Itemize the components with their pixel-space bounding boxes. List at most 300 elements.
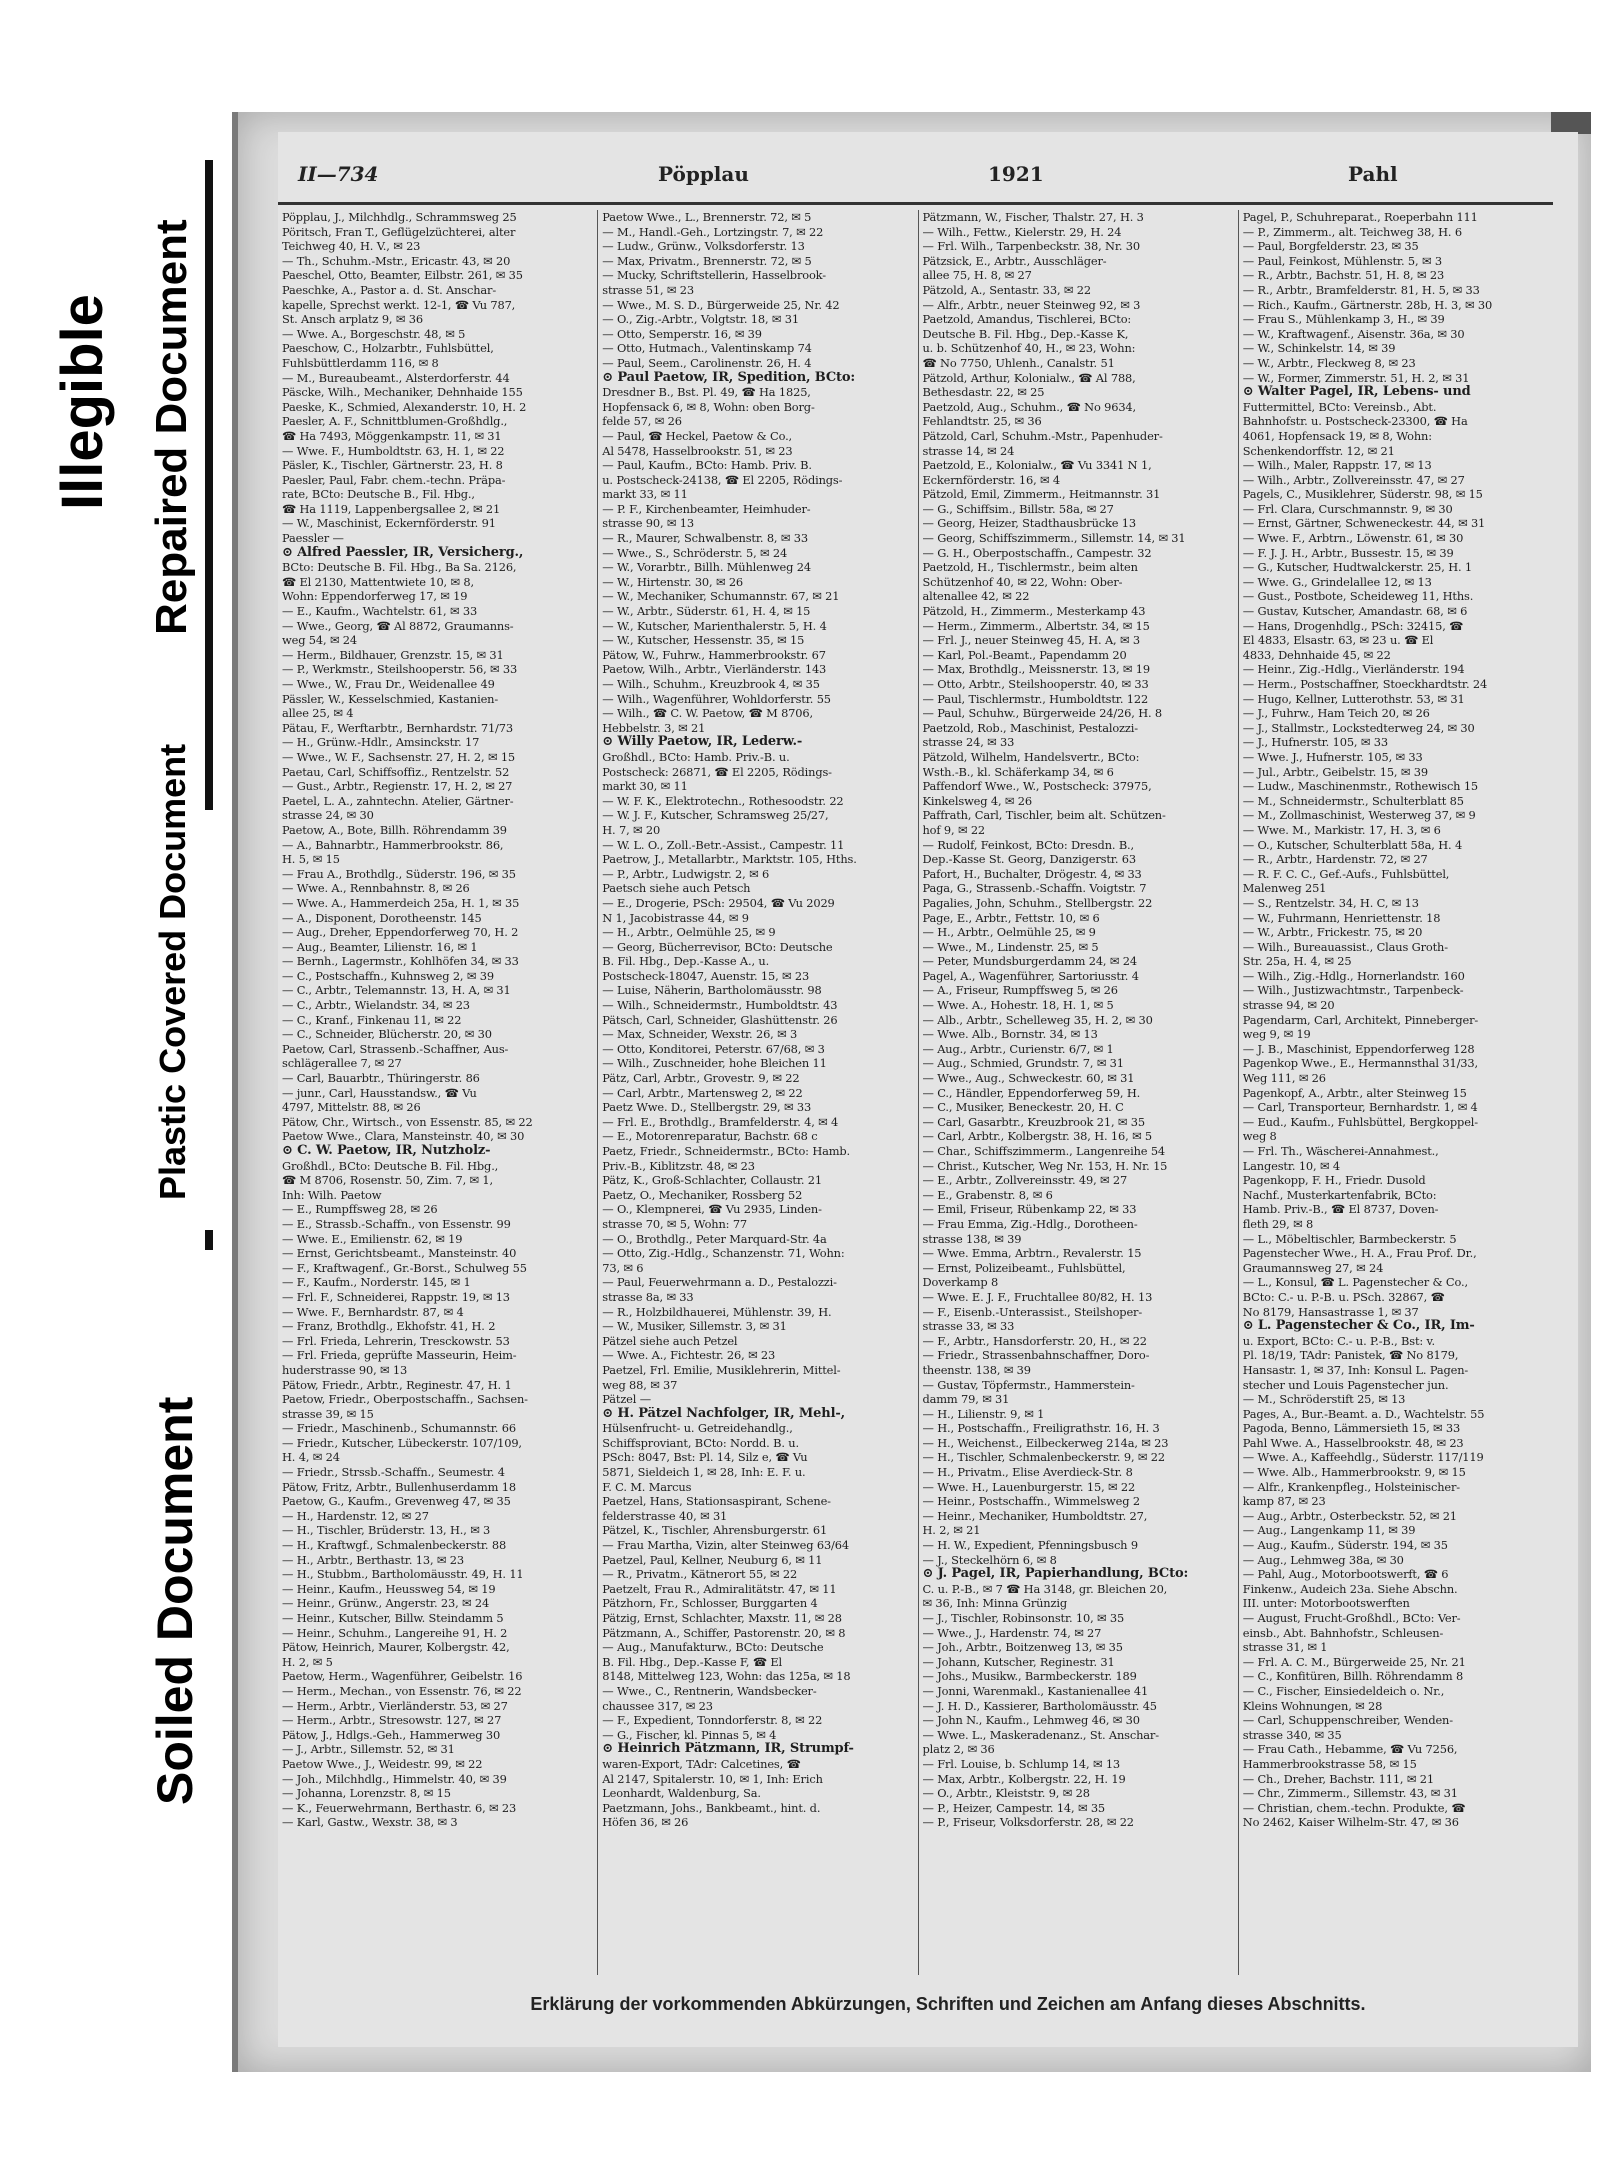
directory-entry-line: — F., Eisenb.-Unterassist., Steilshoper- [922, 1304, 1143, 1319]
directory-entry-line: Pätzhorn, Fr., Schlosser, Burggarten 4 [602, 1596, 818, 1611]
directory-entry-line: — Paul, Kaufm., BCto: Hamb. Priv. B. [602, 458, 812, 473]
directory-entry-line: ⊙ J. Pagel, IR, Papierhandlung, BCto: [922, 1567, 1189, 1582]
directory-entry-line: — Johanna, Lorenzstr. 8, ✉ 15 [282, 1786, 451, 1801]
directory-entry-line: Paetzel, Frl. Emilie, Musiklehrerin, Mittel- [602, 1362, 841, 1377]
directory-entry-line: — Joh., Arbtr., Boitzenweg 13, ✉ 35 [922, 1640, 1123, 1655]
directory-entry-line: Paetow, G., Kaufm., Grevenweg 47, ✉ 35 [282, 1494, 511, 1509]
directory-entry-line: — Max, Brothdlg., Meissnerstr. 13, ✉ 19 [922, 662, 1150, 677]
directory-entry-line: Pafort, H., Buchalter, Drögestr. 4, ✉ 33 [922, 866, 1142, 881]
directory-entry-line: — P., Werkmstr., Steilshooperstr. 56, ✉ 33 [282, 662, 518, 677]
directory-entry-line: Fuhlsbüttlerdamm 116, ✉ 8 [282, 355, 439, 370]
directory-entry-line: Pagenstecher Wwe., H. A., Frau Prof. Dr., [1242, 1246, 1477, 1261]
directory-entry-line: Paetzel, Hans, Stationsaspirant, Schene- [602, 1494, 831, 1509]
directory-page [278, 132, 1578, 2047]
directory-entry-line: H. 2, ✉ 5 [282, 1654, 333, 1669]
directory-entry-line: — Wwe. Alb., Hammerbrookstr. 9, ✉ 15 [1242, 1465, 1466, 1480]
directory-entry-line: — Heinr., Schuhm., Langereihe 91, H. 2 [282, 1625, 508, 1640]
directory-entry-line: Pätow, Friedr., Arbtr., Reginestr. 47, H. 1 [282, 1377, 512, 1392]
label-plastic-covered-document: Plastic Covered Document [152, 743, 193, 1200]
directory-entry-line: — M., Handl.-Geh., Lortzingstr. 7, ✉ 22 [602, 224, 824, 239]
directory-entry-line: — W., Former, Zimmerstr. 51, H. 2, ✉ 31 [1242, 370, 1470, 385]
directory-entry-line: — R., Arbtr., Bramfelderstr. 81, H. 5, ✉ 33 [1242, 282, 1480, 297]
directory-entry-line: Al 5478, Hasselbrookstr. 51, ✉ 23 [602, 443, 793, 458]
directory-entry-line: — Frau A., Brothdlg., Süderstr. 196, ✉ 35 [282, 866, 516, 881]
directory-entry-line: Pässler, W., Kesselschmied, Kastanien- [282, 691, 499, 706]
directory-entry-line: Dep.-Kasse St. Georg, Danzigerstr. 63 [922, 852, 1136, 867]
directory-entry-line: — Herm., Zimmerm., Albertstr. 34, ✉ 15 [922, 618, 1150, 633]
directory-entry-line: — Wwe. G., Grindelallee 12, ✉ 13 [1242, 574, 1432, 589]
directory-entry-line: markt 30, ✉ 11 [602, 779, 688, 794]
directory-entry-line: Pagoda, Benno, Lämmersieth 15, ✉ 33 [1242, 1421, 1461, 1436]
directory-entry-line: Pagel, A., Wagenführer, Sartoriusstr. 4 [922, 968, 1139, 983]
directory-entry-line: Paetel, L. A., zahntechn. Atelier, Gärtner- [282, 793, 514, 808]
directory-entry-line: Pagenkopp, F. H., Friedr. Dusold [1242, 1173, 1426, 1188]
directory-entry-line: H. 2, ✉ 21 [922, 1523, 981, 1538]
directory-entry-line: kapelle, Sprechst werkt. 12-1, ☎ Vu 787, [282, 297, 516, 312]
directory-entry-line: — Heinr., Zig.-Hdlg., Vierländerstr. 194 [1242, 662, 1465, 677]
directory-entry-line: — Jul., Arbtr., Geibelstr. 15, ✉ 39 [1242, 764, 1428, 779]
directory-entry-line: — Wwe., W., Frau Dr., Weidenallee 49 [282, 677, 495, 691]
directory-columns [278, 210, 1558, 1975]
directory-entry-line: Hülsenfrucht- u. Getreidehandlg., [602, 1421, 793, 1436]
directory-entry-line: — Wwe. F., Bernhardstr. 87, ✉ 4 [282, 1304, 464, 1319]
directory-entry-line: — Frl. Th., Wäscherei-Annahmest., [1242, 1144, 1439, 1158]
directory-entry-line: Paetau, Carl, Schiffsoffiz., Rentzelstr. 52 [282, 764, 510, 779]
directory-entry-line: — Frl. J., neuer Steinweg 45, H. A, ✉ 3 [922, 633, 1140, 648]
tab-divider [205, 700, 213, 720]
directory-entry-line: — O., Zig.-Arbtr., Volgtstr. 18, ✉ 31 [602, 312, 799, 327]
directory-entry-line: Pätzmann, W., Fischer, Thalstr. 27, H. 3 [922, 210, 1144, 224]
directory-entry-line: — Carl, Transporteur, Bernhardstr. 1, ✉ 4 [1242, 1100, 1478, 1115]
directory-entry-line: Pagenkop Wwe., E., Hermannsthal 31/33, [1242, 1056, 1478, 1071]
directory-entry-line: Paffendorf Wwe., W., Postscheck: 37975, [922, 779, 1152, 794]
directory-entry-line: — Wwe., Aug., Schweckestr. 60, ✉ 31 [922, 1071, 1135, 1086]
directory-entry-line: schlägerallee 7, ✉ 27 [282, 1056, 402, 1071]
directory-entry-line: Paetzmann, Johs., Bankbeamt., hint. d. [602, 1800, 821, 1815]
directory-entry-line: — Georg, Heizer, Stadthausbrücke 13 [922, 516, 1136, 531]
directory-entry-line: — Herm., Mechan., von Essenstr. 76, ✉ 22 [282, 1683, 522, 1698]
directory-entry-line: — Frl. F., Schneiderei, Rappstr. 19, ✉ 13 [282, 1289, 510, 1304]
directory-entry-line: — Wilh., Bureauassist., Claus Groth- [1242, 939, 1448, 954]
directory-entry-line: — Wilh., Zig.-Hdlg., Hornerlandstr. 160 [1242, 968, 1465, 983]
directory-entry-line: — P. F., Kirchenbeamter, Heimhuder- [602, 501, 811, 516]
directory-entry-line: — Wwe. Alb., Bornstr. 34, ✉ 13 [922, 1027, 1098, 1042]
directory-entry-line: — Wilh., ☎ C. W. Paetow, ☎ M 8706, [602, 706, 813, 721]
directory-entry-line: — Frl. E., Brothdlg., Bramfelderstr. 4, ✉ 4 [602, 1114, 839, 1129]
label-soiled-document: Soiled Document [147, 1396, 203, 1805]
directory-entry-line: — Carl, Gasarbtr., Kreuzbrook 21, ✉ 35 [922, 1114, 1145, 1129]
directory-entry-line: — Ludw., Grünw., Volksdorferstr. 13 [602, 239, 805, 254]
directory-entry-line: — F., Kaufm., Norderstr. 145, ✉ 1 [282, 1275, 471, 1290]
directory-entry-line: damm 79, ✉ 31 [922, 1392, 1010, 1407]
directory-entry-line: ⊙ Walter Pagel, IR, Lebens- und [1242, 385, 1471, 400]
directory-entry-line: — W., Arbtr., Fleckweg 8, ✉ 23 [1242, 355, 1416, 370]
page-header [288, 162, 1548, 192]
header-name-right: Pahl [1348, 162, 1398, 186]
directory-entry-line: ⊙ Alfred Paessler, IR, Versicherg., [282, 545, 524, 560]
directory-entry-line: Finkenw., Audeich 23a. Siehe Abschn. [1242, 1581, 1458, 1596]
directory-entry-line: — H., Grünw.-Hdlr., Amsinckstr. 17 [282, 735, 480, 750]
directory-entry-line: Pagendarm, Carl, Architekt, Pinneberger- [1242, 1012, 1479, 1027]
directory-entry-line: — Alfr., Krankenpfleg., Holsteinischer- [1242, 1479, 1460, 1494]
directory-entry-line: — Alb., Arbtr., Schelleweg 35, H. 2, ✉ 30 [922, 1012, 1153, 1027]
directory-entry-line: — Herm., Postschaffner, Stoeckhardtstr. 24 [1242, 677, 1488, 691]
directory-entry-line: — Luise, Näherin, Bartholomäusstr. 98 [602, 983, 822, 998]
directory-entry-line: weg 54, ✉ 24 [282, 633, 357, 648]
directory-entry-line: 4061, Hopfensack 19, ✉ 8, Wohn: [1242, 428, 1432, 443]
directory-entry-line: — Wilh., Zuschneider, hohe Bleichen 11 [602, 1056, 827, 1071]
directory-entry-line: Fehlandtstr. 25, ✉ 36 [922, 414, 1042, 429]
directory-entry-line: — Wwe. H., Lauenburgerstr. 15, ✉ 22 [922, 1479, 1136, 1494]
directory-entry-line: — Wwe., M. S. D., Bürgerweide 25, Nr. 42 [602, 297, 840, 312]
directory-entry-line: — Carl, Arbtr., Martensweg 2, ✉ 22 [602, 1085, 803, 1100]
directory-entry-line: — Otto, Hutmach., Valentinskamp 74 [602, 341, 812, 356]
directory-entry-line: — R., Maurer, Schwalbenstr. 8, ✉ 33 [602, 531, 808, 546]
directory-entry-line: — Paul, ☎ Heckel, Paetow & Co., [602, 428, 793, 443]
directory-entry-line: Pätow, W., Fuhrw., Hammerbrookstr. 67 [602, 647, 826, 662]
directory-entry-line: — Wwe., W. F., Sachsenstr. 27, H. 2, ✉ 15 [282, 749, 516, 764]
directory-entry-line: — A., Friseur, Rumpffsweg 5, ✉ 26 [922, 983, 1118, 998]
directory-entry-line: Pätzold, A., Sentastr. 33, ✉ 22 [922, 282, 1091, 297]
directory-entry-line: — Paul, Borgfelderstr. 23, ✉ 35 [1242, 239, 1419, 254]
directory-entry-line: — W., Mechaniker, Schumannstr. 67, ✉ 21 [602, 589, 840, 604]
directory-entry-line: — J., Tischler, Robinsonstr. 10, ✉ 35 [922, 1611, 1125, 1625]
directory-entry-line: — Bernh., Lagermstr., Kohlhöfen 34, ✉ 33 [282, 954, 519, 969]
directory-entry-line: strasse 70, ✉ 5, Wohn: 77 [602, 1216, 748, 1231]
directory-entry-line: stecher und Louis Pagenstecher jun. [1242, 1377, 1449, 1392]
header-name-left: Pöpplau [658, 162, 749, 186]
directory-entry-line: — H., Arbtr., Oelmühle 25, ✉ 9 [602, 925, 776, 940]
directory-entry-line: — Wilh., Arbtr., Zollvereinsstr. 47, ✉ 27 [1242, 472, 1465, 487]
directory-entry-line: — Chr., Zimmerm., Sillemstr. 43, ✉ 31 [1242, 1786, 1458, 1801]
directory-entry-line: — W. L. O., Zoll.-Betr.-Assist., Campestr. 11 [602, 837, 845, 852]
directory-entry-line: — C., Kranf., Finkenau 11, ✉ 22 [282, 1012, 462, 1027]
directory-entry-line: H. 7, ✉ 20 [602, 822, 661, 837]
directory-entry-line: Päsler, K., Tischler, Gärtnerstr. 23, H. 8 [282, 458, 503, 473]
directory-entry-line: — Carl, Schuppenschreiber, Wenden- [1242, 1713, 1453, 1728]
directory-entry-line: strasse 8a, ✉ 33 [602, 1289, 694, 1304]
directory-entry-line: — J. H. D., Kassierer, Bartholomäusstr. 45 [922, 1698, 1157, 1713]
directory-entry-line: Paetz, Friedr., Schneidermstr., BCto: Hamb. [602, 1144, 851, 1158]
directory-entry-line: — Wwe. A., Fichtestr. 26, ✉ 23 [602, 1348, 776, 1363]
directory-entry-line: — J., Arbtr., Sillemstr. 52, ✉ 31 [282, 1742, 455, 1757]
directory-entry-line: — John N., Kaufm., Lehmweg 46, ✉ 30 [922, 1713, 1140, 1728]
directory-entry-line: strasse 94, ✉ 20 [1242, 998, 1335, 1013]
directory-entry-line: Pätzel, K., Tischler, Ahrensburgerstr. 61 [602, 1523, 828, 1538]
directory-entry-line: Pätow, Fritz, Arbtr., Bullenhuserdamm 18 [282, 1479, 516, 1494]
directory-entry-line: allee 75, H. 8, ✉ 27 [922, 268, 1032, 283]
directory-entry-line: Paeschke, A., Pastor a. d. St. Anschar- [282, 282, 497, 297]
directory-entry-line: felderstrasse 40, ✉ 31 [602, 1508, 728, 1523]
directory-entry-line: Pätsch, Carl, Schneider, Glashüttenstr. 26 [602, 1012, 838, 1027]
directory-entry-line: Doverkamp 8 [922, 1275, 999, 1290]
directory-entry-line: — Wwe. L., Maskeradenanz., St. Anschar- [922, 1727, 1159, 1742]
directory-entry-line: — Frl. Louise, b. Schlump 14, ✉ 13 [922, 1756, 1121, 1771]
directory-entry-line: — A., Disponent, Dorotheenstr. 145 [282, 910, 482, 925]
directory-entry-line: — H., Tischler, Brüderstr. 13, H., ✉ 3 [282, 1523, 491, 1538]
directory-entry-line: — Frl. Wilh., Tarpenbeckstr. 38, Nr. 30 [922, 239, 1141, 254]
directory-entry-line: — Frl. Clara, Curschmannstr. 9, ✉ 30 [1242, 501, 1453, 516]
directory-column [598, 210, 918, 1975]
directory-entry-line: No 8179, Hansastrasse 1, ✉ 37 [1242, 1304, 1419, 1319]
directory-entry-line: — Hugo, Kellner, Lutterothstr. 53, ✉ 31 [1242, 691, 1465, 706]
directory-entry-line: Hebbelstr. 3, ✉ 21 [602, 720, 706, 735]
directory-entry-line: Pätzold, Arthur, Kolonialw., ☎ Al 788, [922, 370, 1136, 385]
directory-entry-line: ⊙ Paul Paetow, IR, Spedition, BCto: [602, 370, 856, 385]
directory-entry-line: Großhdl., BCto: Hamb. Priv.-B. u. [602, 749, 790, 764]
directory-entry-line: — Wilh., Maler, Rappstr. 17, ✉ 13 [1242, 458, 1432, 473]
directory-entry-line: Pätzsick, E., Arbtr., Ausschläger- [922, 253, 1107, 268]
directory-entry-line: — Aug., Dreher, Eppendorferweg 70, H. 2 [282, 925, 519, 940]
directory-entry-line: — Wwe. A., Hohestr. 18, H. 1, ✉ 5 [922, 998, 1114, 1013]
directory-entry-line: altenallee 42, ✉ 22 [922, 589, 1030, 604]
directory-entry-line: Malenweg 251 [1242, 881, 1327, 896]
directory-entry-line: — Emil, Friseur, Rübenkamp 22, ✉ 33 [922, 1202, 1137, 1217]
directory-entry-line: Kinkelsweg 4, ✉ 26 [922, 793, 1032, 808]
directory-entry-line: — R., Arbtr., Bachstr. 51, H. 8, ✉ 23 [1242, 268, 1445, 283]
directory-entry-line: Pätzold, Carl, Schuhm.-Mstr., Papenhuder- [922, 428, 1163, 443]
directory-entry-line: — Wilh., Justizwachtmstr., Tarpenbeck- [1242, 983, 1464, 998]
directory-entry-line: Hopfensack 6, ✉ 8, Wohn: oben Borg- [602, 399, 815, 414]
directory-entry-line: Schiffsproviant, BCto: Nordd. B. u. [602, 1435, 799, 1450]
directory-entry-line: — Aug., Arbtr., Curienstr. 6/7, ✉ 1 [922, 1041, 1114, 1056]
directory-entry-line: N 1, Jacobistrasse 44, ✉ 9 [602, 910, 749, 925]
directory-entry-line: — Wilh., Schuhm., Kreuzbrook 4, ✉ 35 [602, 677, 820, 691]
directory-entry-line: — Heinr., Grünw., Angerstr. 23, ✉ 24 [282, 1596, 490, 1611]
directory-entry-line: — Johann, Kutscher, Reginestr. 31 [922, 1654, 1115, 1669]
directory-entry-line: — Otto, Arbtr., Steilshooperstr. 40, ✉ 33 [922, 677, 1149, 691]
directory-entry-line: — C., Fischer, Einsiedeldeich o. Nr., [1242, 1683, 1445, 1698]
directory-entry-line: ⊙ C. W. Paetow, IR, Nutzholz- [282, 1144, 491, 1158]
directory-entry-line: allee 25, ✉ 4 [282, 706, 354, 721]
directory-entry-line: Futtermittel, BCto: Vereinsb., Abt. [1242, 399, 1437, 414]
directory-entry-line: Pätow, Heinrich, Maurer, Kolbergstr. 42, [282, 1640, 510, 1655]
directory-entry-line: — Ernst, Polizeibeamt., Fuhlsbüttel, [922, 1260, 1126, 1275]
directory-entry-line: einsb., Abt. Bahnhofstr., Schleusen- [1242, 1625, 1444, 1640]
directory-entry-line: Inh: Wilh. Paetow [282, 1187, 382, 1202]
directory-entry-line: — Aug., Manufakturw., BCto: Deutsche [602, 1640, 824, 1655]
directory-entry-line: Al 2147, Spitalerstr. 10, ✉ 1, Inh: Erich [602, 1771, 823, 1786]
directory-entry-line: — E., Kaufm., Wachtelstr. 61, ✉ 33 [282, 604, 478, 619]
directory-entry-line: — Carl, Arbtr., Kolbergstr. 38, H. 16, ✉ 5 [922, 1129, 1153, 1144]
directory-entry-line: — Wwe. Emma, Arbtrn., Revalerstr. 15 [922, 1246, 1142, 1261]
directory-entry-line: — H., Arbtr., Berthastr. 13, ✉ 23 [282, 1552, 464, 1567]
page-number: II—734 [298, 162, 379, 186]
directory-entry-line: ✉ 36, Inh: Minna Grünzig [922, 1596, 1067, 1611]
directory-entry-line: weg 8 [1242, 1129, 1277, 1144]
directory-entry-line: — Paul, Feinkost, Mühlenstr. 5, ✉ 3 [1242, 253, 1442, 268]
directory-entry-line: — W., Maschinist, Eckernförderstr. 91 [282, 516, 496, 531]
directory-entry-line: Pätz, K., Groß-Schlachter, Collaustr. 21 [602, 1173, 823, 1188]
directory-entry-line: Paessler — [282, 531, 344, 546]
directory-entry-line: — E., Motorenreparatur, Bachstr. 68 c [602, 1129, 818, 1144]
directory-entry-line: — G., Kutscher, Hudtwalckerstr. 25, H. 1 [1242, 560, 1473, 575]
directory-entry-line: Pätzig, Ernst, Schlachter, Maxstr. 11, ✉ 28 [602, 1611, 842, 1625]
directory-entry-line: — Wwe. A., Borgeschstr. 48, ✉ 5 [282, 326, 466, 341]
directory-entry-line: — P., Heizer, Campestr. 14, ✉ 35 [922, 1800, 1106, 1815]
directory-entry-line: Paetsch siehe auch Petsch [602, 881, 751, 896]
directory-entry-line: — Max, Privatm., Brennerstr. 72, ✉ 5 [602, 253, 812, 268]
directory-entry-line: — Max, Arbtr., Kolbergstr. 22, H. 19 [922, 1771, 1126, 1786]
directory-entry-line: ☎ El 2130, Mattentwiete 10, ✉ 8, [282, 574, 474, 589]
directory-entry-line: — Gustav, Töpfermstr., Hammerstein- [922, 1377, 1135, 1392]
directory-entry-line: — Rich., Kaufm., Gärtnerstr. 28b, H. 3, ✉ 30 [1242, 297, 1493, 312]
directory-entry-line: — junr., Carl, Hausstandsw., ☎ Vu [282, 1085, 477, 1100]
directory-entry-line: Paetzold, E., Kolonialw., ☎ Vu 3341 N 1, [922, 458, 1152, 473]
directory-entry-line: — Wwe. J., Hufnerstr. 105, ✉ 33 [1242, 749, 1423, 764]
directory-entry-line: strasse 340, ✉ 35 [1242, 1727, 1342, 1742]
directory-entry-line: — C., Postschaffn., Kuhnsweg 2, ✉ 39 [282, 968, 494, 983]
directory-entry-line: strasse 24, ✉ 30 [282, 808, 374, 823]
directory-entry-line: Deutsche B. Fil. Hbg., Dep.-Kasse K, [922, 326, 1129, 341]
directory-entry-line: Paeschow, C., Holzarbtr., Fuhlsbüttel, [282, 341, 494, 356]
directory-entry-line: — H. W., Expedient, Pfenningsbusch 9 [922, 1538, 1138, 1553]
directory-entry-line: Priv.-B., Kiblitzstr. 48, ✉ 23 [602, 1158, 755, 1173]
directory-entry-line: — O., Klempnerei, ☎ Vu 2935, Linden- [602, 1202, 822, 1217]
directory-entry-line: — W., Kutscher, Marienthalerstr. 5, H. 4 [602, 618, 827, 633]
directory-entry-line: — R., Holzbildhauerei, Mühlenstr. 39, H. [602, 1304, 832, 1319]
directory-entry-line: — H., Postschaffn., Freiligrathstr. 16, H. 3 [922, 1421, 1160, 1436]
directory-entry-line: — M., Schneidermstr., Schulterblatt 85 [1242, 793, 1464, 808]
directory-entry-line: — H., Stubbm., Bartholomäusstr. 49, H. 11 [282, 1567, 524, 1582]
directory-entry-line: — Aug., Kaufm., Süderstr. 194, ✉ 35 [1242, 1538, 1448, 1553]
directory-entry-line: ⊙ L. Pagenstecher & Co., IR, Im- [1242, 1319, 1475, 1334]
directory-entry-line: — Aug., Schmied, Grundstr. 7, ✉ 31 [922, 1056, 1124, 1071]
directory-entry-line: — K., Feuerwehrmann, Berthastr. 6, ✉ 23 [282, 1800, 517, 1815]
directory-entry-line: — Pahl, Aug., Motorbootswerft, ☎ 6 [1242, 1567, 1449, 1582]
directory-entry-line: Großhdl., BCto: Deutsche B. Fil. Hbg., [282, 1158, 499, 1173]
directory-entry-line: Hammerbrookstrasse 58, ✉ 15 [1242, 1756, 1417, 1771]
directory-entry-line: — Frl. A. C. M., Bürgerweide 25, Nr. 21 [1242, 1654, 1466, 1669]
label-illegible: Illegible [50, 294, 115, 510]
directory-entry-line: Pagalies, John, Schuhm., Stellbergstr. 22 [922, 895, 1153, 910]
directory-entry-line: Paga, G., Strassenb.-Schaffn. Voigtstr. 7 [922, 881, 1147, 896]
directory-entry-line: Wsth.-B., kl. Schäferkamp 34, ✉ 6 [922, 764, 1114, 779]
directory-entry-line: — Wwe., Georg, ☎ Al 8872, Graumanns- [282, 618, 514, 633]
directory-entry-line: — C., Konfitüren, Billh. Röhrendamm 8 [1242, 1669, 1464, 1684]
directory-entry-line: Bethesdastr. 22, ✉ 25 [922, 385, 1045, 400]
directory-entry-line: Pagenkopf, A., Arbtr., alter Steinweg 15 [1242, 1085, 1467, 1100]
directory-entry-line: platz 2, ✉ 36 [922, 1742, 995, 1757]
directory-entry-line: Paesler, Paul, Fabr. chem.-techn. Präpa- [282, 472, 506, 487]
directory-entry-line: — R. F. C. C., Gef.-Aufs., Fuhlsbüttel, [1242, 866, 1450, 881]
directory-entry-line: — Wwe. F., Humboldtstr. 63, H. 1, ✉ 22 [282, 443, 505, 458]
directory-entry-line: No 2462, Kaiser Wilhelm-Str. 47, ✉ 36 [1242, 1815, 1459, 1830]
directory-entry-line: Pagel, P., Schuhreparat., Roeperbahn 111 [1242, 210, 1478, 224]
directory-entry-line: ⊙ Heinrich Pätzmann, IR, Strumpf- [602, 1742, 854, 1757]
scan-corner [1551, 112, 1591, 134]
directory-entry-line: — Hans, Drogenhdlg., PSch: 32415, ☎ [1242, 618, 1464, 633]
directory-entry-line: — M., Bureaubeamt., Alsterdorferstr. 44 [282, 370, 510, 385]
header-year: 1921 [988, 162, 1044, 186]
directory-entry-line: — W. F. K., Elektrotechn., Rothesoodstr. 22 [602, 793, 844, 808]
directory-entry-line: — August, Frucht-Großhdl., BCto: Ver- [1242, 1611, 1461, 1625]
directory-entry-line: Pätow, J., Hdlgs.-Geh., Hammerweg 30 [282, 1727, 501, 1742]
directory-entry-line: H. 4, ✉ 24 [282, 1450, 340, 1465]
directory-entry-line: Pöpplau, J., Milchhdlg., Schrammsweg 25 [282, 210, 517, 224]
directory-entry-line: Bahnhofstr. u. Postscheck-23300, ☎ Ha [1242, 414, 1468, 429]
directory-entry-line: — H., Kraftwgf., Schmalenbeckerstr. 88 [282, 1538, 507, 1553]
directory-entry-line: — E., Grabenstr. 8, ✉ 6 [922, 1187, 1053, 1202]
directory-entry-line: Paetzold, H., Tischlermstr., beim alten [922, 560, 1138, 575]
tab-divider [205, 1230, 213, 1250]
directory-entry-line: Hansastr. 1, ✉ 37, Inh: Konsul L. Pagen- [1242, 1362, 1469, 1377]
directory-entry-line: Paetzold, Amandus, Tischlerei, BCto: [922, 312, 1132, 327]
directory-entry-line: B. Fil. Hbg., Dep.-Kasse F, ☎ El [602, 1654, 782, 1669]
directory-entry-line: 4797, Mittelstr. 88, ✉ 26 [282, 1100, 421, 1115]
directory-entry-line: — P., Friseur, Volksdorferstr. 28, ✉ 22 [922, 1815, 1134, 1830]
directory-entry-line: — Paul, Seem., Carolinenstr. 26, H. 4 [602, 355, 812, 370]
directory-entry-line: Pahl Wwe. A., Hasselbrookstr. 48, ✉ 23 [1242, 1435, 1464, 1450]
directory-entry-line: Pätzmann, A., Schiffer, Pastorenstr. 20, ✉ 8 [602, 1625, 846, 1640]
directory-entry-line: Postscheck: 26871, ☎ El 2205, Rödings- [602, 764, 832, 779]
directory-entry-line: — Aug., Arbtr., Osterbeckstr. 52, ✉ 21 [1242, 1508, 1457, 1523]
directory-entry-line: — R., Privatm., Kätnerort 55, ✉ 22 [602, 1567, 798, 1582]
directory-entry-line: u. Export, BCto: C.- u. P.-B., Bst: v. [1242, 1333, 1435, 1348]
scanned-page [232, 112, 1591, 2072]
directory-entry-line: — Eud., Kaufm., Fuhlsbüttel, Bergkoppel- [1242, 1114, 1478, 1129]
directory-entry-line: — G., Schiffsim., Billstr. 58a, ✉ 27 [922, 501, 1114, 516]
directory-entry-line: — Paul, Tischlermstr., Humboldtstr. 122 [922, 691, 1149, 706]
directory-entry-line: — C., Arbtr., Wielandstr. 34, ✉ 23 [282, 998, 470, 1013]
directory-entry-line: Eckernförderstr. 16, ✉ 4 [922, 472, 1061, 487]
directory-entry-line: F. C. M. Marcus [602, 1479, 692, 1494]
directory-entry-line: Schützenhof 40, ✉ 22, Wohn: Ober- [922, 574, 1123, 589]
directory-entry-line: Wohn: Eppendorferweg 17, ✉ 19 [282, 589, 468, 604]
directory-entry-line: — Karl, Pol.-Beamt., Papendamm 20 [922, 647, 1127, 662]
directory-entry-line: ⊙ Willy Paetow, IR, Lederw.- [602, 735, 803, 750]
directory-entry-line: — P., Arbtr., Ludwigstr. 2, ✉ 6 [602, 866, 770, 881]
directory-entry-line: — Wwe., S., Schröderstr. 5, ✉ 24 [602, 545, 788, 560]
directory-entry-line: strasse 33, ✉ 33 [922, 1319, 1015, 1334]
directory-entry-line: — L., Möbeltischler, Barmbeckerstr. 5 [1242, 1231, 1457, 1246]
directory-entry-line: Paetzold, Rob., Maschinist, Pestalozzi- [922, 720, 1138, 735]
directory-entry-line: — Aug., Langenkamp 11, ✉ 39 [1242, 1523, 1416, 1538]
directory-entry-line: — Rudolf, Feinkost, BCto: Dresdn. B., [922, 837, 1134, 852]
directory-entry-line: III. unter: Motorbootswerften [1242, 1596, 1410, 1611]
directory-entry-line: — Wwe., M., Lindenstr. 25, ✉ 5 [922, 939, 1099, 954]
directory-entry-line: Paeschel, Otto, Beamter, Eilbstr. 261, ✉ 35 [282, 268, 523, 283]
directory-entry-line: strasse 90, ✉ 13 [602, 516, 694, 531]
directory-entry-line: 4833, Dehnhaide 45, ✉ 22 [1242, 647, 1391, 662]
directory-entry-line: — Ch., Dreher, Bachstr. 111, ✉ 21 [1242, 1771, 1434, 1786]
directory-entry-line: Pätow, Chr., Wirtsch., von Essenstr. 85, ✉ 22 [282, 1114, 533, 1129]
directory-entry-line: — J., Stallmstr., Lockstedterweg 24, ✉ 30 [1242, 720, 1475, 735]
directory-entry-line: — J., Fuhrw., Ham Teich 20, ✉ 26 [1242, 706, 1430, 721]
directory-entry-line: — J. B., Maschinist, Eppendorferweg 128 [1242, 1041, 1475, 1056]
directory-entry-line: Postscheck-18047, Auenstr. 15, ✉ 23 [602, 968, 810, 983]
directory-entry-line: 5871, Sieldeich 1, ✉ 28, Inh: E. F. u. [602, 1465, 806, 1480]
directory-entry-line: — W., Arbtr., Frickestr. 75, ✉ 20 [1242, 925, 1423, 940]
directory-entry-line: — E., Drogerie, PSch: 29504, ☎ Vu 2029 [602, 895, 835, 910]
directory-entry-line: — F., Kraftwagenf., Gr.-Borst., Schulweg 55 [282, 1260, 527, 1275]
directory-entry-line: — W., Musiker, Sillemstr. 3, ✉ 31 [602, 1319, 787, 1334]
directory-entry-line: — E., Arbtr., Zollvereinsstr. 49, ✉ 27 [922, 1173, 1128, 1188]
directory-entry-line: — Frl. Frieda, geprüfte Masseurin, Heim- [282, 1348, 517, 1363]
directory-entry-line: Kleins Wohnungen, ✉ 28 [1242, 1698, 1383, 1713]
directory-entry-line: — Th., Schuhm.-Mstr., Ericastr. 43, ✉ 20 [282, 253, 511, 268]
directory-entry-line: strasse 24, ✉ 33 [922, 735, 1015, 750]
directory-entry-line: — Ernst, Gerichtsbeamt., Mansteinstr. 40 [282, 1246, 517, 1261]
directory-entry-line: Paetow Wwe., L., Brennerstr. 72, ✉ 5 [602, 210, 812, 224]
directory-entry-line: markt 33, ✉ 11 [602, 487, 688, 502]
directory-entry-line: fleth 29, ✉ 8 [1242, 1216, 1314, 1231]
directory-entry-line: — Wwe. M., Markistr. 17, H. 3, ✉ 6 [1242, 822, 1441, 837]
directory-entry-line: — C., Händler, Eppendorferweg 59, H. [922, 1085, 1141, 1100]
directory-entry-line: Pätzel — [602, 1392, 651, 1407]
directory-entry-line: — W., Arbtr., Süderstr. 61, H. 4, ✉ 15 [602, 604, 811, 619]
directory-entry-line: — H., Privatm., Elise Averdieck-Str. 8 [922, 1465, 1133, 1480]
